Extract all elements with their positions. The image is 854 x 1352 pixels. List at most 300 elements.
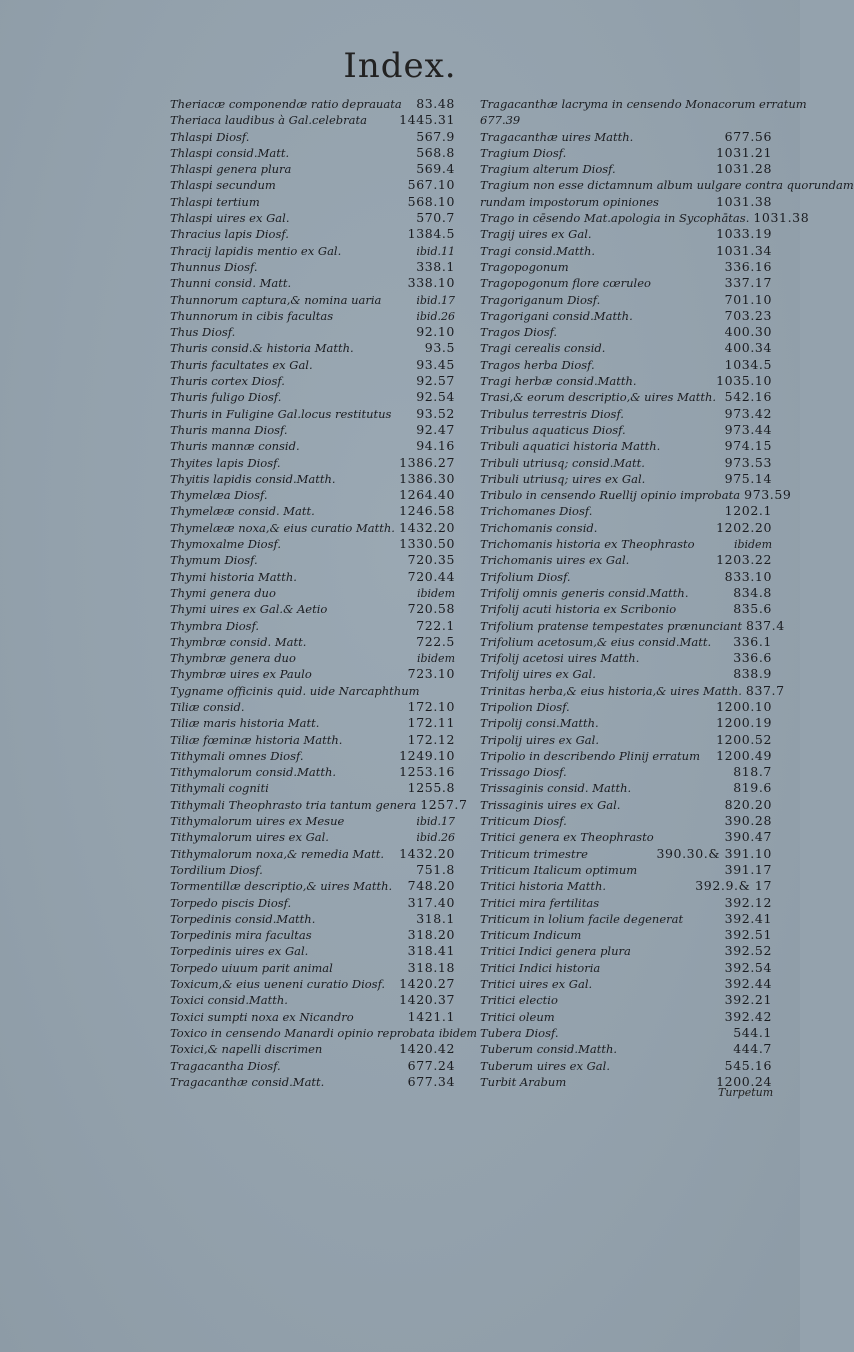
entry-page-ref: 567.10	[407, 177, 455, 193]
entry-term: Thymbræ consid. Matt.	[170, 634, 307, 649]
index-entry	[480, 145, 772, 161]
index-entry	[170, 177, 455, 193]
entry-term: Tribuli utriusq; consid.Matt.	[480, 455, 645, 470]
entry-term: Thymi genera duo	[170, 585, 276, 600]
entry-page-ref: 837.4	[746, 617, 785, 633]
entry-page-ref: 92.57	[416, 373, 455, 389]
entry-page-ref: 820.20	[724, 796, 772, 812]
entry-page-ref: 1253.16	[399, 764, 455, 780]
entry-term: Thymoxalme Diosf.	[170, 537, 282, 552]
index-entry	[170, 780, 455, 796]
entry-term: rundam impostorum opiniones	[480, 194, 659, 209]
entry-term: Torpedinis mira facultas	[170, 928, 312, 943]
entry-page-ref: 1202.20	[716, 519, 772, 535]
entry-term: Tithymali cogniti	[170, 781, 269, 796]
index-entry	[170, 422, 455, 438]
entry-page-ref: 391.17	[724, 861, 772, 877]
entry-page-ref: 1255.8	[407, 780, 455, 796]
entry-term: Thymbræ uires ex Paulo	[170, 667, 312, 682]
entry-page-ref: 1200.49	[716, 747, 772, 763]
entry-page-ref: 568.8	[416, 144, 455, 160]
entry-page-ref: 93.5	[424, 340, 455, 356]
entry-term: Tritici electio	[480, 993, 558, 1008]
entry-term: Tuberum uires ex Gal.	[480, 1058, 610, 1073]
entry-term: Thunnus Diosf.	[170, 259, 258, 274]
entry-page-ref: 392.42	[724, 1008, 772, 1024]
entry-page-ref: 1031.21	[716, 144, 772, 160]
entry-page-ref: 677.56	[724, 128, 772, 144]
index-entry	[480, 471, 772, 487]
page-title: Index.	[343, 46, 457, 86]
index-entry	[170, 324, 455, 340]
entry-term: Tribulus aquaticus Diosf.	[480, 422, 626, 437]
entry-term: Tragij uires ex Gal.	[480, 227, 592, 242]
entry-page-ref: ibidem	[416, 586, 455, 600]
entry-term: Trissaginis consid. Matth.	[480, 781, 632, 796]
entry-page-ref: ibidem	[438, 1026, 477, 1040]
entry-term: Thymi uires ex Gal.& Aetio	[170, 602, 328, 617]
entry-term: Tordilium Diosf.	[170, 862, 263, 877]
entry-term: Toxici,& napelli discrimen	[170, 1042, 323, 1057]
index-entry	[480, 520, 772, 536]
left-column	[170, 96, 477, 1090]
entry-page-ref: 838.9	[733, 666, 772, 682]
entry-term: Tritici oleum	[480, 1009, 555, 1024]
index-entry	[170, 764, 455, 780]
index-entry	[480, 634, 772, 650]
entry-term: Trissaginis uires ex Gal.	[480, 797, 621, 812]
entry-page-ref: 392.9.& 17	[695, 878, 772, 894]
entry-term: 677.39	[480, 113, 521, 128]
index-entry	[480, 732, 772, 748]
entry-page-ref: 1200.24	[716, 1073, 772, 1089]
index-entry	[170, 145, 455, 161]
entry-page-ref: 400.30	[724, 324, 772, 340]
index-entry	[480, 308, 772, 324]
entry-term: Tragacanthæ uires Matth.	[480, 129, 634, 144]
index-entry	[480, 389, 772, 405]
entry-term: Tithymalorum uires ex Gal.	[170, 830, 329, 845]
entry-page-ref: 336.6	[733, 650, 772, 666]
entry-term: Tormentillæ descriptio,& uires Matth.	[170, 879, 393, 894]
entry-page-ref: 392.41	[724, 910, 772, 926]
index-entry	[480, 243, 772, 259]
index-entry	[170, 732, 455, 748]
entry-term: Thymbræ genera duo	[170, 651, 296, 666]
entry-term: Turbit Arabum	[480, 1074, 567, 1089]
entry-page-ref: 974.15	[724, 438, 772, 454]
index-entry	[480, 275, 772, 291]
index-entry	[480, 878, 772, 894]
entry-term: Thuris fuligo Diosf.	[170, 390, 282, 405]
index-entry	[480, 129, 772, 145]
entry-term: Thuris facultates ex Gal.	[170, 357, 313, 372]
index-entry	[170, 618, 455, 634]
entry-term: Tritici Indici genera plura	[480, 944, 631, 959]
entry-term: Trifolij acetosi uires Matth.	[480, 651, 640, 666]
entry-page-ref: 1031.38	[753, 210, 810, 226]
index-entry	[170, 503, 455, 519]
entry-page-ref: 567.9	[416, 128, 455, 144]
index-entry	[170, 796, 468, 813]
entry-page-ref: 1031.38	[716, 193, 772, 209]
entry-term: Tithymalorum consid.Matth.	[170, 765, 337, 780]
entry-term: Tritici Indici historia	[480, 960, 601, 975]
index-entry	[170, 976, 455, 992]
entry-term: Trifolij omnis generis consid.Matth.	[480, 585, 689, 600]
entry-page-ref: 748.20	[407, 878, 455, 894]
index-entry	[480, 927, 772, 943]
index-entry	[480, 406, 772, 422]
entry-term: Tragium non esse dictamnum album uulgare contra quorundam	[480, 178, 854, 193]
entry-term: Thuris manna Diosf.	[170, 422, 288, 437]
entry-page-ref: 677.24	[407, 1057, 455, 1073]
entry-term: Thunnorum in cibis facultas	[170, 308, 334, 323]
index-entry	[170, 243, 455, 259]
entry-page-ref: 336.1	[733, 633, 772, 649]
entry-page-ref: 723.10	[407, 666, 455, 682]
entry-term: Tiliæ fœminæ historia Matth.	[170, 732, 343, 747]
entry-page-ref: ibidem	[416, 652, 455, 666]
entry-term: Thlaspi Diosf.	[170, 129, 250, 144]
index-entry	[480, 357, 772, 373]
entry-page-ref: 722.5	[416, 633, 455, 649]
index-entry	[170, 112, 455, 128]
entry-term: Thymi historia Matth.	[170, 569, 297, 584]
entry-term: Thunnorum captura,& nomina uaria	[170, 292, 382, 307]
entry-term: Tragorigani consid.Matth.	[480, 308, 633, 323]
entry-page-ref: 722.1	[416, 617, 455, 633]
entry-term: Thus Diosf.	[170, 325, 236, 340]
entry-page-ref: ibid.11	[416, 244, 455, 258]
index-entry	[480, 210, 810, 226]
entry-term: Thyitis lapidis consid.Matth.	[170, 471, 336, 486]
entry-term: Tragos Diosf.	[480, 325, 558, 340]
entry-page-ref: 338.1	[416, 258, 455, 274]
entry-term: Triticum Diosf.	[480, 814, 567, 829]
entry-term: Toxico in censendo Manardi opinio reprobata	[170, 1025, 435, 1040]
entry-term: Thyites lapis Diosf.	[170, 455, 281, 470]
entry-page-ref: 92.54	[416, 389, 455, 405]
index-entry	[170, 455, 455, 471]
index-entry	[170, 683, 455, 699]
entry-term: Tragos herba Diosf.	[480, 357, 595, 372]
entry-term: Tragacanthæ lacryma in censendo Monacorum erratum	[480, 97, 807, 111]
entry-page-ref: 1200.52	[716, 731, 772, 747]
entry-page-ref: 1033.19	[716, 226, 772, 242]
entry-term: Thuris consid.& historia Matth.	[170, 341, 354, 356]
entry-term: Toxici consid.Matth.	[170, 993, 288, 1008]
entry-page-ref: 703.23	[724, 307, 772, 323]
index-entry	[480, 943, 772, 959]
entry-term: Triticum in lolium facile degenerat	[480, 911, 684, 926]
index-entry	[170, 438, 455, 454]
entry-term: Thuris cortex Diosf.	[170, 374, 285, 389]
entry-page-ref: 833.10	[724, 568, 772, 584]
entry-page-ref: 336.16	[724, 258, 772, 274]
entry-term: Tripolij consi.Matth.	[480, 716, 599, 731]
index-entry	[480, 748, 772, 764]
index-entry	[480, 226, 772, 242]
index-entry	[480, 112, 772, 128]
index-entry	[170, 634, 455, 650]
entry-term: Triticum Italicum optimum	[480, 862, 638, 877]
index-entry	[480, 895, 772, 911]
index-entry	[170, 96, 455, 112]
index-entry	[480, 422, 772, 438]
entry-term: Tribuli utriusq; uires ex Gal.	[480, 471, 646, 486]
entry-page-ref: 318.41	[407, 943, 455, 959]
right-column	[480, 96, 854, 1090]
index-entry	[480, 960, 772, 976]
index-entry	[170, 666, 455, 682]
index-entry	[480, 536, 772, 552]
entry-page-ref: 392.54	[724, 959, 772, 975]
entry-page-ref: 1035.10	[716, 373, 772, 389]
entry-page-ref: 392.51	[724, 927, 772, 943]
index-entry	[480, 976, 772, 992]
entry-term: Trissago Diosf.	[480, 765, 567, 780]
entry-term: Tragi consid.Matth.	[480, 243, 596, 258]
entry-page-ref: 973.42	[724, 405, 772, 421]
index-entry	[480, 585, 772, 601]
index-entry	[480, 1009, 772, 1025]
index-entry	[170, 569, 455, 585]
index-entry	[480, 862, 772, 878]
index-entry	[480, 1025, 772, 1041]
index-entry	[170, 389, 455, 405]
entry-term: Triticum trimestre	[480, 846, 588, 861]
index-entry	[170, 292, 455, 308]
index-entry	[170, 487, 455, 503]
index-entry	[480, 292, 772, 308]
index-entry	[480, 569, 772, 585]
entry-page-ref: 1034.5	[724, 356, 772, 372]
index-entry	[170, 129, 455, 145]
entry-page-ref: 569.4	[416, 161, 455, 177]
entry-page-ref: 973.59	[744, 487, 792, 503]
index-entry	[170, 210, 455, 226]
entry-term: Thuris mannæ consid.	[170, 439, 300, 454]
entry-term: Trichomanes Diosf.	[480, 504, 593, 519]
index-entry	[480, 438, 772, 454]
entry-term: Trichomanis consid.	[480, 520, 598, 535]
entry-term: Trago in cēsendo Mat.apologia in Sycophātas.	[480, 211, 750, 226]
entry-page-ref: 1203.22	[716, 552, 772, 568]
index-entry	[480, 650, 772, 666]
index-entry	[480, 829, 772, 845]
entry-page-ref: 568.10	[407, 193, 455, 209]
index-entry	[480, 1058, 772, 1074]
entry-term: Tribulus terrestris Diosf.	[480, 406, 624, 421]
entry-term: Tithymali Theophrasto tria tantum genera	[170, 797, 417, 812]
entry-page-ref: 390.30.& 391.10	[656, 845, 772, 861]
entry-page-ref: 1200.19	[716, 715, 772, 731]
index-entry	[170, 406, 455, 422]
index-entry	[480, 764, 772, 780]
entry-term: Tragacantha Diosf.	[170, 1058, 281, 1073]
entry-term: Tragopogonum	[480, 259, 569, 274]
index-entry	[480, 177, 854, 193]
entry-term: Trifolij acuti historia ex Scribonio	[480, 602, 677, 617]
entry-term: Tritici genera ex Theophrasto	[480, 830, 654, 845]
index-entry	[480, 813, 772, 829]
index-entry	[170, 992, 455, 1008]
entry-term: Torpedinis consid.Matth.	[170, 911, 316, 926]
entry-term: Tithymalorum uires ex Mesue	[170, 814, 345, 829]
entry-term: Tritici uires ex Gal.	[480, 977, 593, 992]
index-entry	[480, 340, 772, 356]
entry-page-ref: 92.47	[416, 421, 455, 437]
entry-page-ref: 570.7	[416, 210, 455, 226]
catchword: Turpetum	[718, 1086, 774, 1099]
entry-term: Torpedo piscis Diosf.	[170, 895, 292, 910]
index-entry	[170, 536, 455, 552]
entry-term: Trasi,& eorum descriptio,& uires Matth.	[480, 390, 717, 405]
entry-term: Trifolium pratense tempestates prænunciant	[480, 618, 743, 633]
entry-term: Thymelæa Diosf.	[170, 488, 268, 503]
index-entry	[170, 357, 455, 373]
entry-page-ref: 720.58	[407, 601, 455, 617]
entry-term: Tragi herbæ consid.Matth.	[480, 374, 637, 389]
entry-page-ref: 318.18	[407, 959, 455, 975]
entry-term: Thunni consid. Matt.	[170, 276, 292, 291]
index-entry	[170, 340, 455, 356]
entry-term: Thracius lapis Diosf.	[170, 227, 289, 242]
entry-page-ref: 1202.1	[724, 503, 772, 519]
entry-page-ref: 400.34	[724, 340, 772, 356]
entry-page-ref: 1420.37	[399, 992, 455, 1008]
entry-page-ref: 390.47	[724, 829, 772, 845]
entry-page-ref: 317.40	[407, 894, 455, 910]
entry-term: Thlaspi genera plura	[170, 162, 292, 177]
entry-term: Tragium alterum Diosf.	[480, 162, 616, 177]
entry-page-ref: 1445.31	[399, 112, 455, 128]
index-entry	[170, 911, 455, 927]
index-entry	[170, 960, 455, 976]
entry-page-ref: 545.16	[724, 1057, 772, 1073]
entry-page-ref: 172.11	[407, 715, 455, 731]
entry-page-ref: 1264.40	[399, 487, 455, 503]
entry-page-ref: 542.16	[724, 389, 772, 405]
entry-term: Thuris in Fuligine Gal.locus restitutus	[170, 406, 392, 421]
index-entry	[170, 846, 455, 862]
entry-page-ref: 1386.30	[399, 470, 455, 486]
index-entry	[480, 503, 772, 519]
index-entry	[480, 259, 772, 275]
entry-page-ref: 93.52	[416, 405, 455, 421]
index-entry	[170, 1025, 477, 1041]
index-entry	[170, 1041, 455, 1057]
entry-term: Tygname officinis quid. uide Narcaphthum	[170, 683, 420, 698]
entry-term: Tubera Diosf.	[480, 1025, 559, 1040]
index-entry	[170, 862, 455, 878]
entry-page-ref: 1420.27	[399, 976, 455, 992]
index-entry	[480, 797, 772, 813]
entry-page-ref: 1249.10	[399, 747, 455, 763]
entry-page-ref: 1384.5	[407, 226, 455, 242]
index-entry	[480, 96, 807, 112]
index-entry	[170, 552, 455, 568]
entry-page-ref: 1386.27	[399, 454, 455, 470]
index-entry	[170, 226, 455, 242]
entry-page-ref: 677.34	[407, 1073, 455, 1089]
index-entry	[480, 846, 772, 862]
entry-page-ref: 1330.50	[399, 536, 455, 552]
entry-page-ref: 318.20	[407, 927, 455, 943]
entry-term: Thlaspi secundum	[170, 178, 276, 193]
entry-term: Thymbra Diosf.	[170, 618, 260, 633]
entry-term: Tuberum consid.Matth.	[480, 1042, 618, 1057]
index-entry	[170, 699, 455, 715]
entry-page-ref: 973.44	[724, 421, 772, 437]
index-entry	[480, 780, 772, 796]
entry-term: Triticum Indicum	[480, 928, 582, 943]
entry-page-ref: 975.14	[724, 470, 772, 486]
entry-page-ref: 701.10	[724, 291, 772, 307]
index-entry	[170, 650, 455, 666]
entry-term: Thlaspi tertium	[170, 194, 260, 209]
entry-term: Tiliæ maris historia Matt.	[170, 716, 320, 731]
entry-term: Tragium Diosf.	[480, 145, 567, 160]
entry-term: Theriaca laudibus à Gal.celebrata	[170, 113, 367, 128]
entry-page-ref: 390.28	[724, 813, 772, 829]
entry-page-ref: 172.12	[407, 731, 455, 747]
entry-page-ref: 1200.10	[716, 698, 772, 714]
index-entry	[170, 943, 455, 959]
entry-page-ref: 1031.34	[716, 242, 772, 258]
entry-page-ref: 819.6	[733, 780, 772, 796]
index-entry	[170, 275, 455, 291]
index-entry	[170, 829, 455, 845]
index-entry	[480, 992, 772, 1008]
index-entry	[170, 194, 455, 210]
entry-page-ref: 1031.28	[716, 161, 772, 177]
entry-page-ref: 751.8	[416, 861, 455, 877]
index-entry	[170, 715, 455, 731]
index-entry	[480, 715, 772, 731]
entry-term: Tritici historia Matth.	[480, 879, 607, 894]
entry-term: Torpedinis uires ex Gal.	[170, 944, 309, 959]
index-entry	[170, 878, 455, 894]
index-entry	[480, 601, 772, 617]
entry-term: Tribulo in censendo Ruellij opinio improbata	[480, 488, 741, 503]
entry-term: Tribuli aquatici historia Matth.	[480, 439, 661, 454]
entry-page-ref: 973.53	[724, 454, 772, 470]
index-entry	[170, 259, 455, 275]
index-entry	[170, 813, 455, 829]
entry-term: Thlaspi uires ex Gal.	[170, 211, 290, 226]
entry-page-ref: ibid.26	[416, 309, 455, 323]
entry-page-ref: 172.10	[407, 698, 455, 714]
entry-page-ref: 1420.42	[399, 1041, 455, 1057]
index-entry	[480, 699, 772, 715]
entry-page-ref: 92.10	[416, 324, 455, 340]
entry-term: Theriacæ componendæ ratio deprauata	[170, 97, 402, 111]
index-entry	[170, 1074, 455, 1090]
index-entry	[480, 552, 772, 568]
index-entry	[480, 324, 772, 340]
entry-page-ref: 1432.20	[399, 519, 455, 535]
entry-term: Trichomanis historia ex Theophrasto	[480, 537, 695, 552]
entry-page-ref: 1421.1	[407, 1008, 455, 1024]
entry-page-ref: ibid.17	[416, 815, 455, 829]
entry-page-ref: 1257.7	[420, 796, 468, 812]
entry-page-ref: 337.17	[724, 275, 772, 291]
entry-page-ref: 444.7	[733, 1041, 772, 1057]
index-entry	[480, 911, 772, 927]
entry-page-ref: 544.1	[733, 1024, 772, 1040]
